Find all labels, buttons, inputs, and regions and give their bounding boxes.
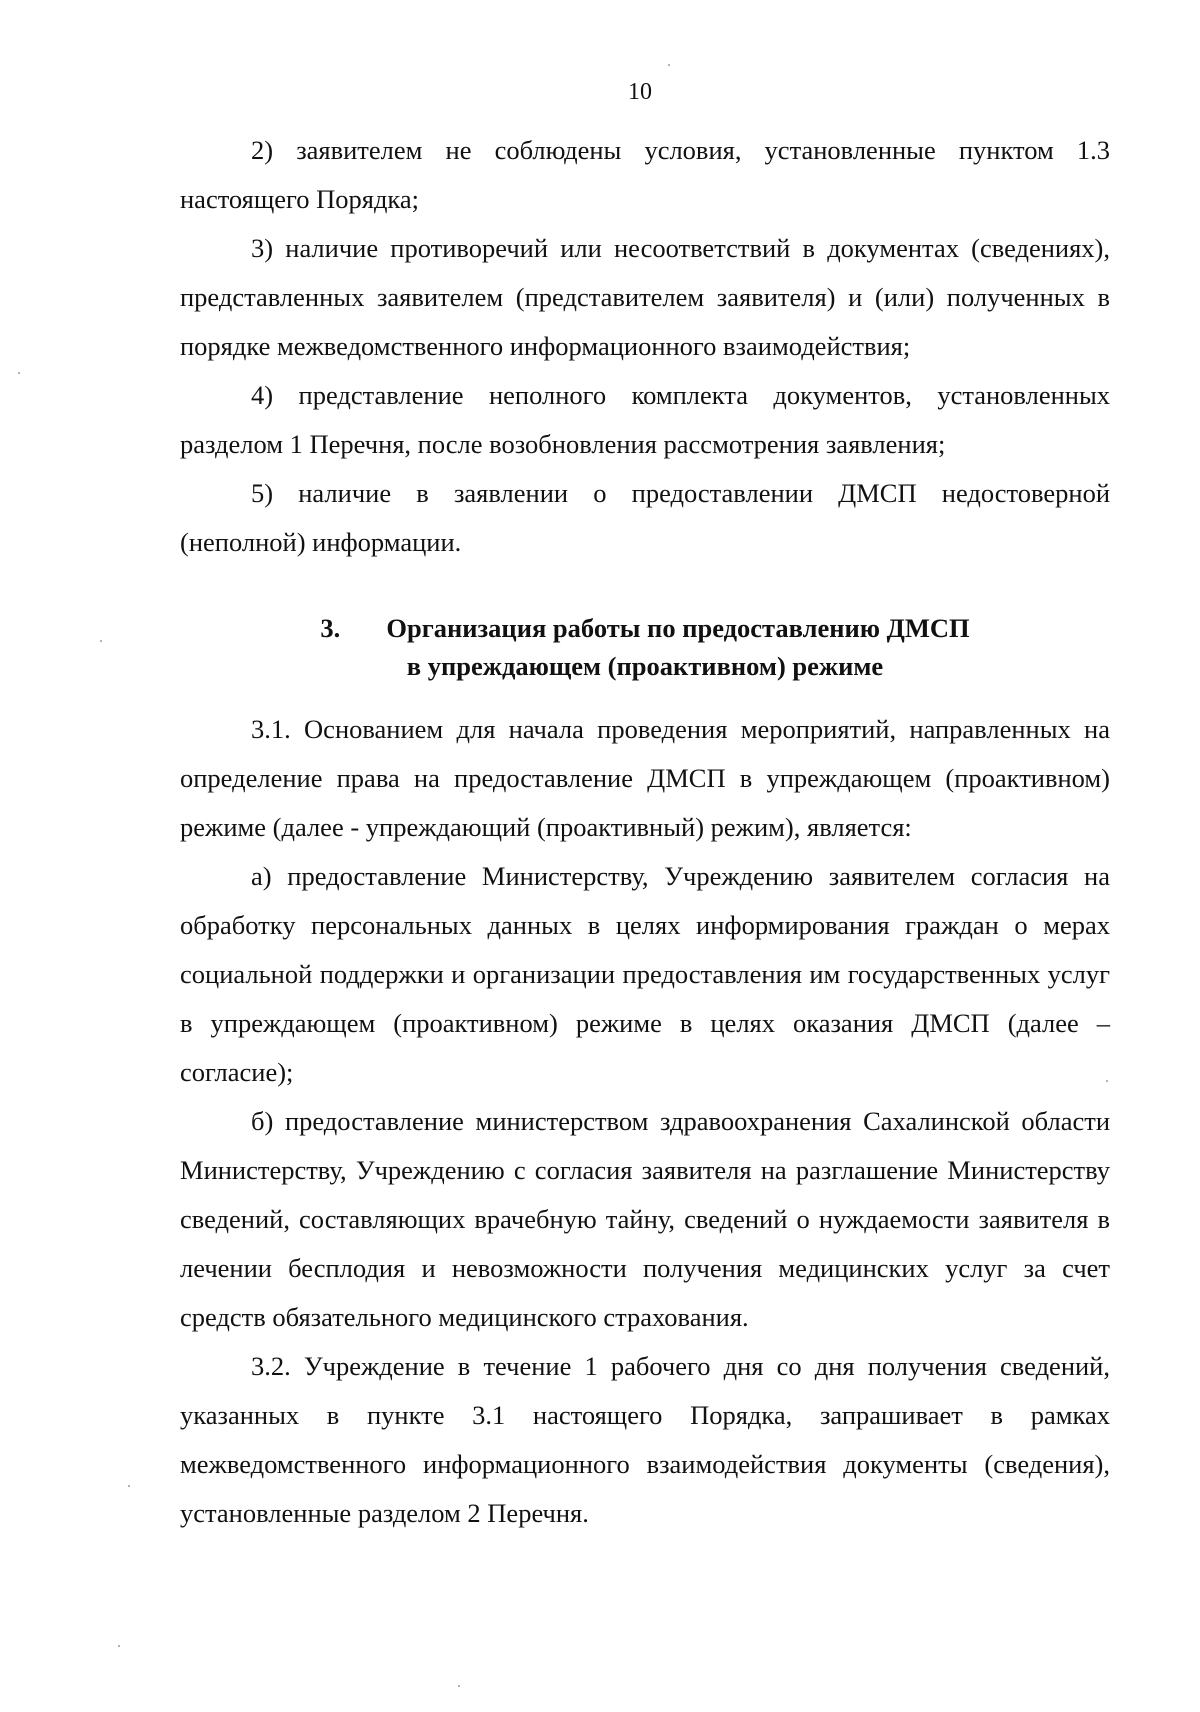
scan-speck xyxy=(128,1485,130,1487)
paragraph: 5) наличие в заявлении о предоставлении ДМСП недостоверной (неполной) информации. xyxy=(180,478,1110,557)
section-title-line-2: в упреждающем (проактивном) режиме xyxy=(406,651,884,681)
paragraph: 2) заявителем не соблюдены условия, установленные пунктом 1.3 настоящего Порядка; xyxy=(180,135,1110,214)
section-heading xyxy=(180,609,1110,685)
paragraph: б) предоставление министерством здравоохранения Сахалинской области Министерству, Учреждению с согласия заявителя на разглашение Министерству сведений, составляющих врачебную тайну, сведений о нуждаемости заявителя в лечении бесплодия и невозможности получения медицинских услуг за счет средств обязательного медицинского страхования. xyxy=(180,1106,1110,1332)
page-number: 10 xyxy=(628,79,652,105)
section-heading-line-1 xyxy=(180,609,1110,647)
paragraph: а) предоставление Министерству, Учреждению заявителем согласия на обработку персональных данных в целях информирования граждан о мерах социальной поддержки и организации предоставления им государственных услуг в упреждающем (проактивном) режиме в целях оказания ДМСП (далее – согласие); xyxy=(180,861,1110,1087)
scan-speck xyxy=(18,372,20,374)
scan-speck xyxy=(668,64,670,66)
document-body xyxy=(180,126,1110,1538)
section-number: 3. xyxy=(320,613,341,643)
scan-speck xyxy=(1106,1080,1108,1082)
scan-speck xyxy=(118,1645,120,1647)
scan-speck xyxy=(100,640,102,642)
paragraph: 3.2. Учреждение в течение 1 рабочего дня со дня получения сведений, указанных в пункте 3.1 настоящего Порядка, запрашивает в рамках межведомственного информационного взаимодействия документы (сведения), установленные разделом 2 Перечня. xyxy=(180,1351,1110,1528)
section-title-line-1: Организация работы по предоставлению ДМСП xyxy=(386,613,970,643)
paragraph: 3.1. Основанием для начала проведения мероприятий, направленных на определение права на предоставление ДМСП в упреждающем (проактивном) режиме (далее - упреждающий (проактивный) режим), является: xyxy=(180,714,1110,842)
paragraph: 4) представление неполного комплекта документов, установленных разделом 1 Перечня, после возобновления рассмотрения заявления; xyxy=(180,380,1110,459)
paragraph: 3) наличие противоречий или несоответствий в документах (сведениях), представленных заявителем (представителем заявителя) и (или) полученных в порядке межведомственного информационного взаимодействия; xyxy=(180,233,1110,361)
scan-speck xyxy=(458,1685,460,1687)
